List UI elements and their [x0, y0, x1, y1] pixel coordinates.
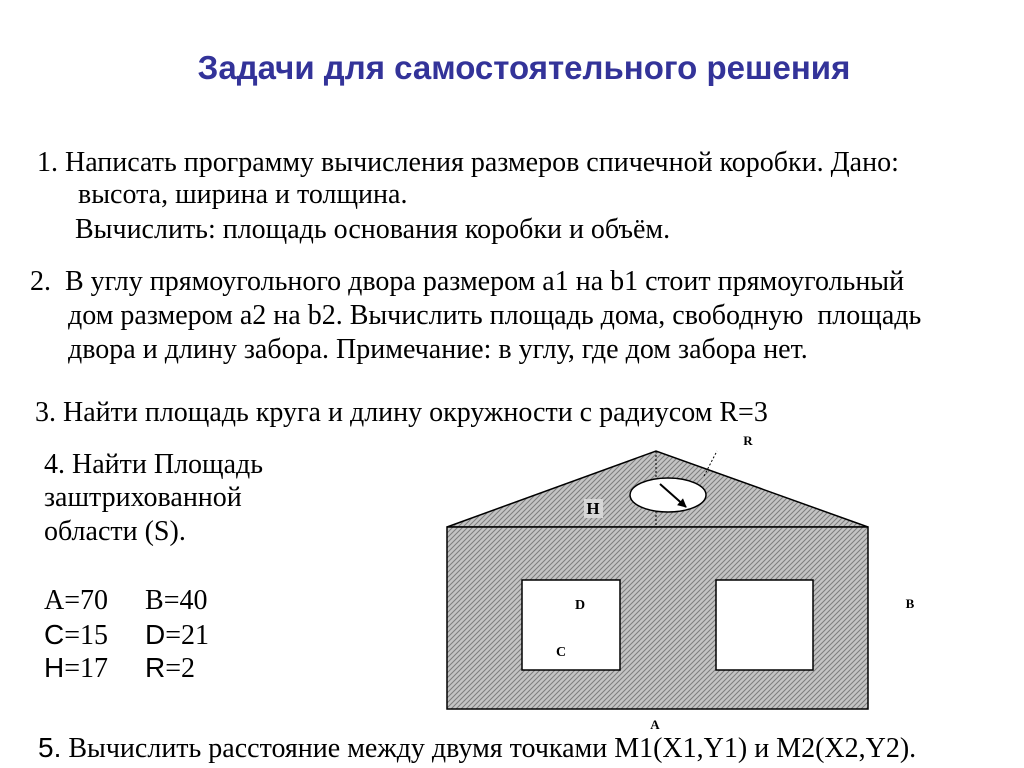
task4-line2: заштрихованной: [44, 482, 242, 513]
label-h: H: [586, 499, 600, 518]
var-b-value: =40: [163, 585, 208, 616]
var-d-name: D: [145, 619, 166, 650]
right-window: [716, 580, 813, 670]
task4-line1: 4. Найти Площадь: [44, 449, 264, 480]
slide-title: Задачи для самостоятельного решения: [197, 49, 851, 86]
var-a: [44, 584, 108, 618]
var-a-name: A: [44, 585, 65, 616]
task5-text: Вычислить расстояние между двумя точками M1(X1,Y1) и M2(X2,Y2).: [68, 733, 917, 764]
var-a-value: =70: [64, 585, 109, 616]
label-d: D: [574, 598, 586, 613]
roof-circle: [630, 478, 706, 512]
var-c-value: =15: [64, 620, 109, 651]
var-r-name: R: [145, 652, 166, 683]
task1-line3: Вычислить: площадь основания коробки и объём.: [75, 214, 671, 245]
label-r: R: [743, 433, 753, 448]
left-window: [522, 580, 620, 670]
task2-line2: дом размером a2 на b2. Вычислить площадь дома, свободную площадь: [68, 300, 922, 331]
task3-line1: 3. Найти площадь круга и длину окружности с радиусом R=3: [35, 397, 768, 428]
task1-line2: высота, ширина и толщина.: [78, 179, 408, 210]
var-c-name: C: [44, 619, 65, 650]
label-b: B: [905, 596, 915, 611]
var-b-name: B: [145, 585, 164, 616]
task5-line1: [38, 731, 916, 766]
task5-number: 5.: [38, 732, 62, 763]
task1-line1: 1. Написать программу вычисления размеров спичечной коробки. Дано:: [37, 147, 899, 178]
var-d: [145, 618, 209, 653]
var-h: [44, 651, 108, 686]
var-h-name: H: [44, 652, 65, 683]
label-c: C: [555, 645, 567, 660]
task2-line1: 2. В углу прямоугольного двора размером a1 на b1 стоит прямоугольный: [30, 266, 905, 297]
task2-line3: двора и длину забора. Примечание: в углу, где дом забора нет.: [68, 334, 808, 365]
var-h-value: =17: [64, 653, 109, 684]
task4-line3: области (S).: [44, 516, 186, 547]
var-r-value: =2: [165, 653, 196, 684]
var-r: [145, 651, 195, 686]
label-a: A: [650, 717, 660, 732]
var-c: [44, 618, 108, 653]
var-b: [145, 584, 207, 618]
var-d-value: =21: [165, 620, 210, 651]
